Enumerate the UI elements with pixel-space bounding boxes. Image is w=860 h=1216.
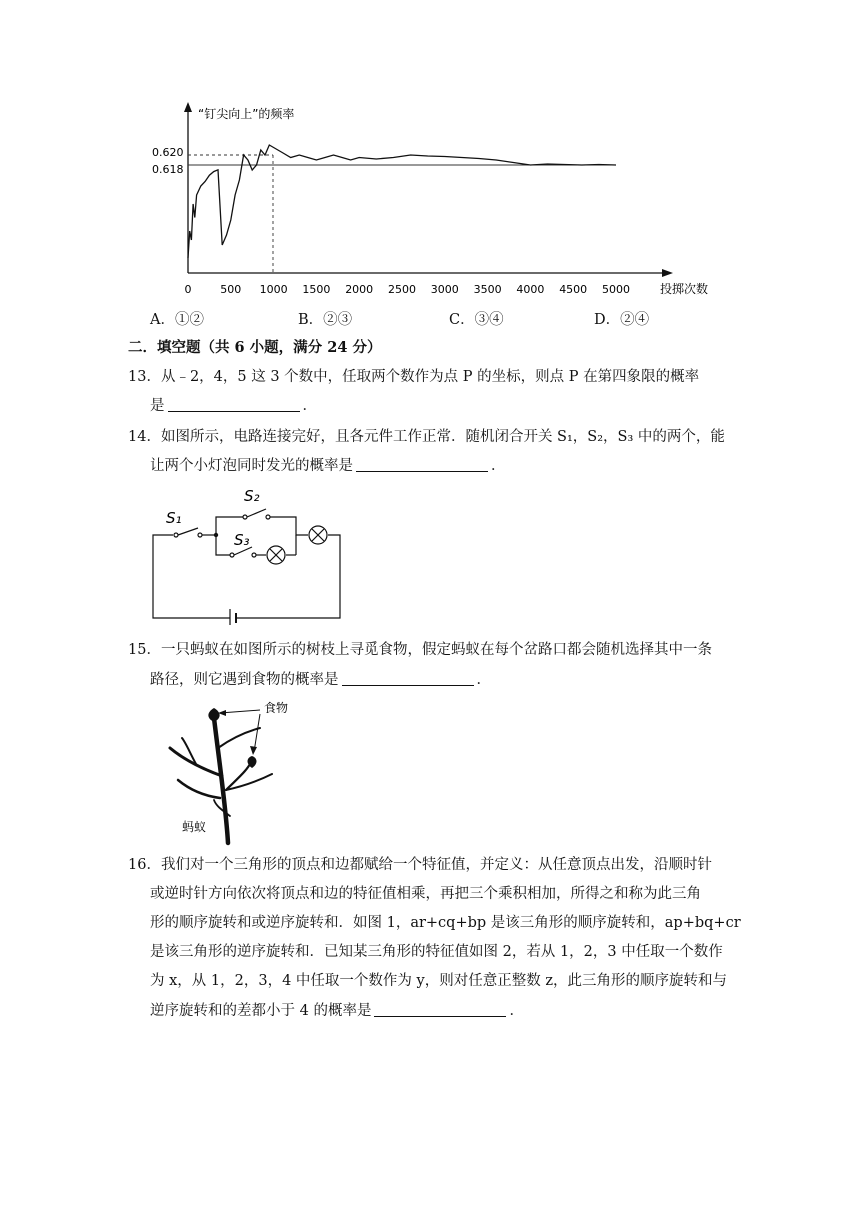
q14-prefix: 让两个小灯泡同时发光的概率是	[150, 458, 353, 474]
tree-branch-figure	[160, 698, 320, 848]
q14-answer-blank[interactable]	[356, 457, 488, 472]
x-tick-2500: 2500	[388, 283, 416, 296]
q16-answer-blank[interactable]	[374, 1002, 506, 1017]
q16-line4: 是该三角形的逆序旋转和．已知某三角形的特征值如图 2，若从 1，2，3 中任取一个数作	[150, 944, 723, 960]
section-title: 二．填空题（共 6 小题，满分 24 分）	[128, 339, 382, 356]
x-tick-2000: 2000	[345, 283, 374, 296]
q16-line6	[150, 1001, 524, 1021]
option-a[interactable]: A．①②	[150, 312, 204, 328]
q14-line2	[150, 456, 506, 476]
q13-answer-blank[interactable]	[168, 397, 300, 412]
food-icon-1	[208, 708, 219, 722]
option-b[interactable]: B．②③	[298, 312, 353, 328]
q16-prefix: 逆序旋转和的差都小于 4 的概率是	[150, 1003, 372, 1019]
q15-line2	[150, 670, 491, 690]
switch-s3-label: S₃	[234, 531, 250, 549]
x-tick-1000: 1000	[259, 283, 288, 296]
y-tick-0620: 0.620	[152, 146, 184, 159]
q15-answer-blank[interactable]	[342, 671, 474, 686]
y-axis-arrow	[184, 102, 192, 112]
q13-prefix: 是	[150, 398, 165, 414]
x-tick-1500: 1500	[302, 283, 331, 296]
x-tick-labels	[185, 283, 631, 296]
frequency-series-line	[188, 145, 616, 258]
y-axis-label: “钉尖向上”的频率	[198, 107, 295, 121]
x-axis-arrow	[662, 269, 673, 277]
q16-suffix: ．	[509, 1003, 524, 1019]
q14-line1: 14．如图所示，电路连接完好，且各元件工作正常．随机闭合开关 S₁，S₂，S₃ 中的两个，能	[128, 429, 725, 445]
x-tick-3500: 3500	[473, 283, 502, 296]
q16-line1: 16．我们对一个三角形的顶点和边都赋给一个特征值，并定义：从任意顶点出发，沿顺时针	[128, 857, 712, 873]
q14-suffix: ．	[491, 458, 506, 474]
x-tick-0: 0	[184, 283, 192, 296]
switch-s2-label: S₂	[244, 487, 260, 505]
ant-label: 蚂蚁	[182, 820, 207, 834]
q16-line3: 形的顺序旋转和或逆序旋转和．如图 1，ar+cq+bp 是该三角形的顺序旋转和，ap+bq+cr	[150, 915, 741, 931]
switch-s1-label: S₁	[166, 509, 182, 527]
x-tick-4500: 4500	[559, 283, 588, 296]
q15-line1: 15．一只蚂蚁在如图所示的树枝上寻觅食物，假定蚂蚁在每个岔路口都会随机选择其中一条	[128, 642, 712, 658]
x-tick-4000: 4000	[516, 283, 545, 296]
x-tick-5000: 5000	[602, 283, 630, 296]
circuit-diagram	[148, 485, 348, 625]
q13-suffix: ．	[302, 398, 317, 414]
q16-line2: 或逆时针方向依次将顶点和边的特征值相乘，再把三个乘积相加，所得之和称为此三角	[150, 886, 701, 902]
q15-suffix: ．	[476, 672, 491, 688]
q13-line1: 13．从﹣2，4，5 这 3 个数中，任取两个数作为点 P 的坐标，则点 P 在第四象限的概率	[128, 369, 700, 385]
option-d[interactable]: D．②④	[594, 312, 650, 328]
q13-line2	[150, 396, 317, 416]
x-tick-3000: 3000	[430, 283, 459, 296]
q15-prefix: 路径，则它遇到食物的概率是	[150, 672, 339, 688]
option-c[interactable]: C．③④	[449, 312, 504, 328]
x-tick-500: 500	[220, 283, 242, 296]
frequency-chart	[140, 98, 740, 298]
x-axis-label: 投掷次数	[660, 282, 709, 296]
y-tick-0618: 0.618	[152, 163, 184, 176]
q16-line5: 为 x，从 1，2，3，4 中任取一个数作为 y，则对任意正整数 z，此三角形的顺序旋转和与	[150, 973, 727, 989]
food-label: 食物	[264, 701, 289, 715]
